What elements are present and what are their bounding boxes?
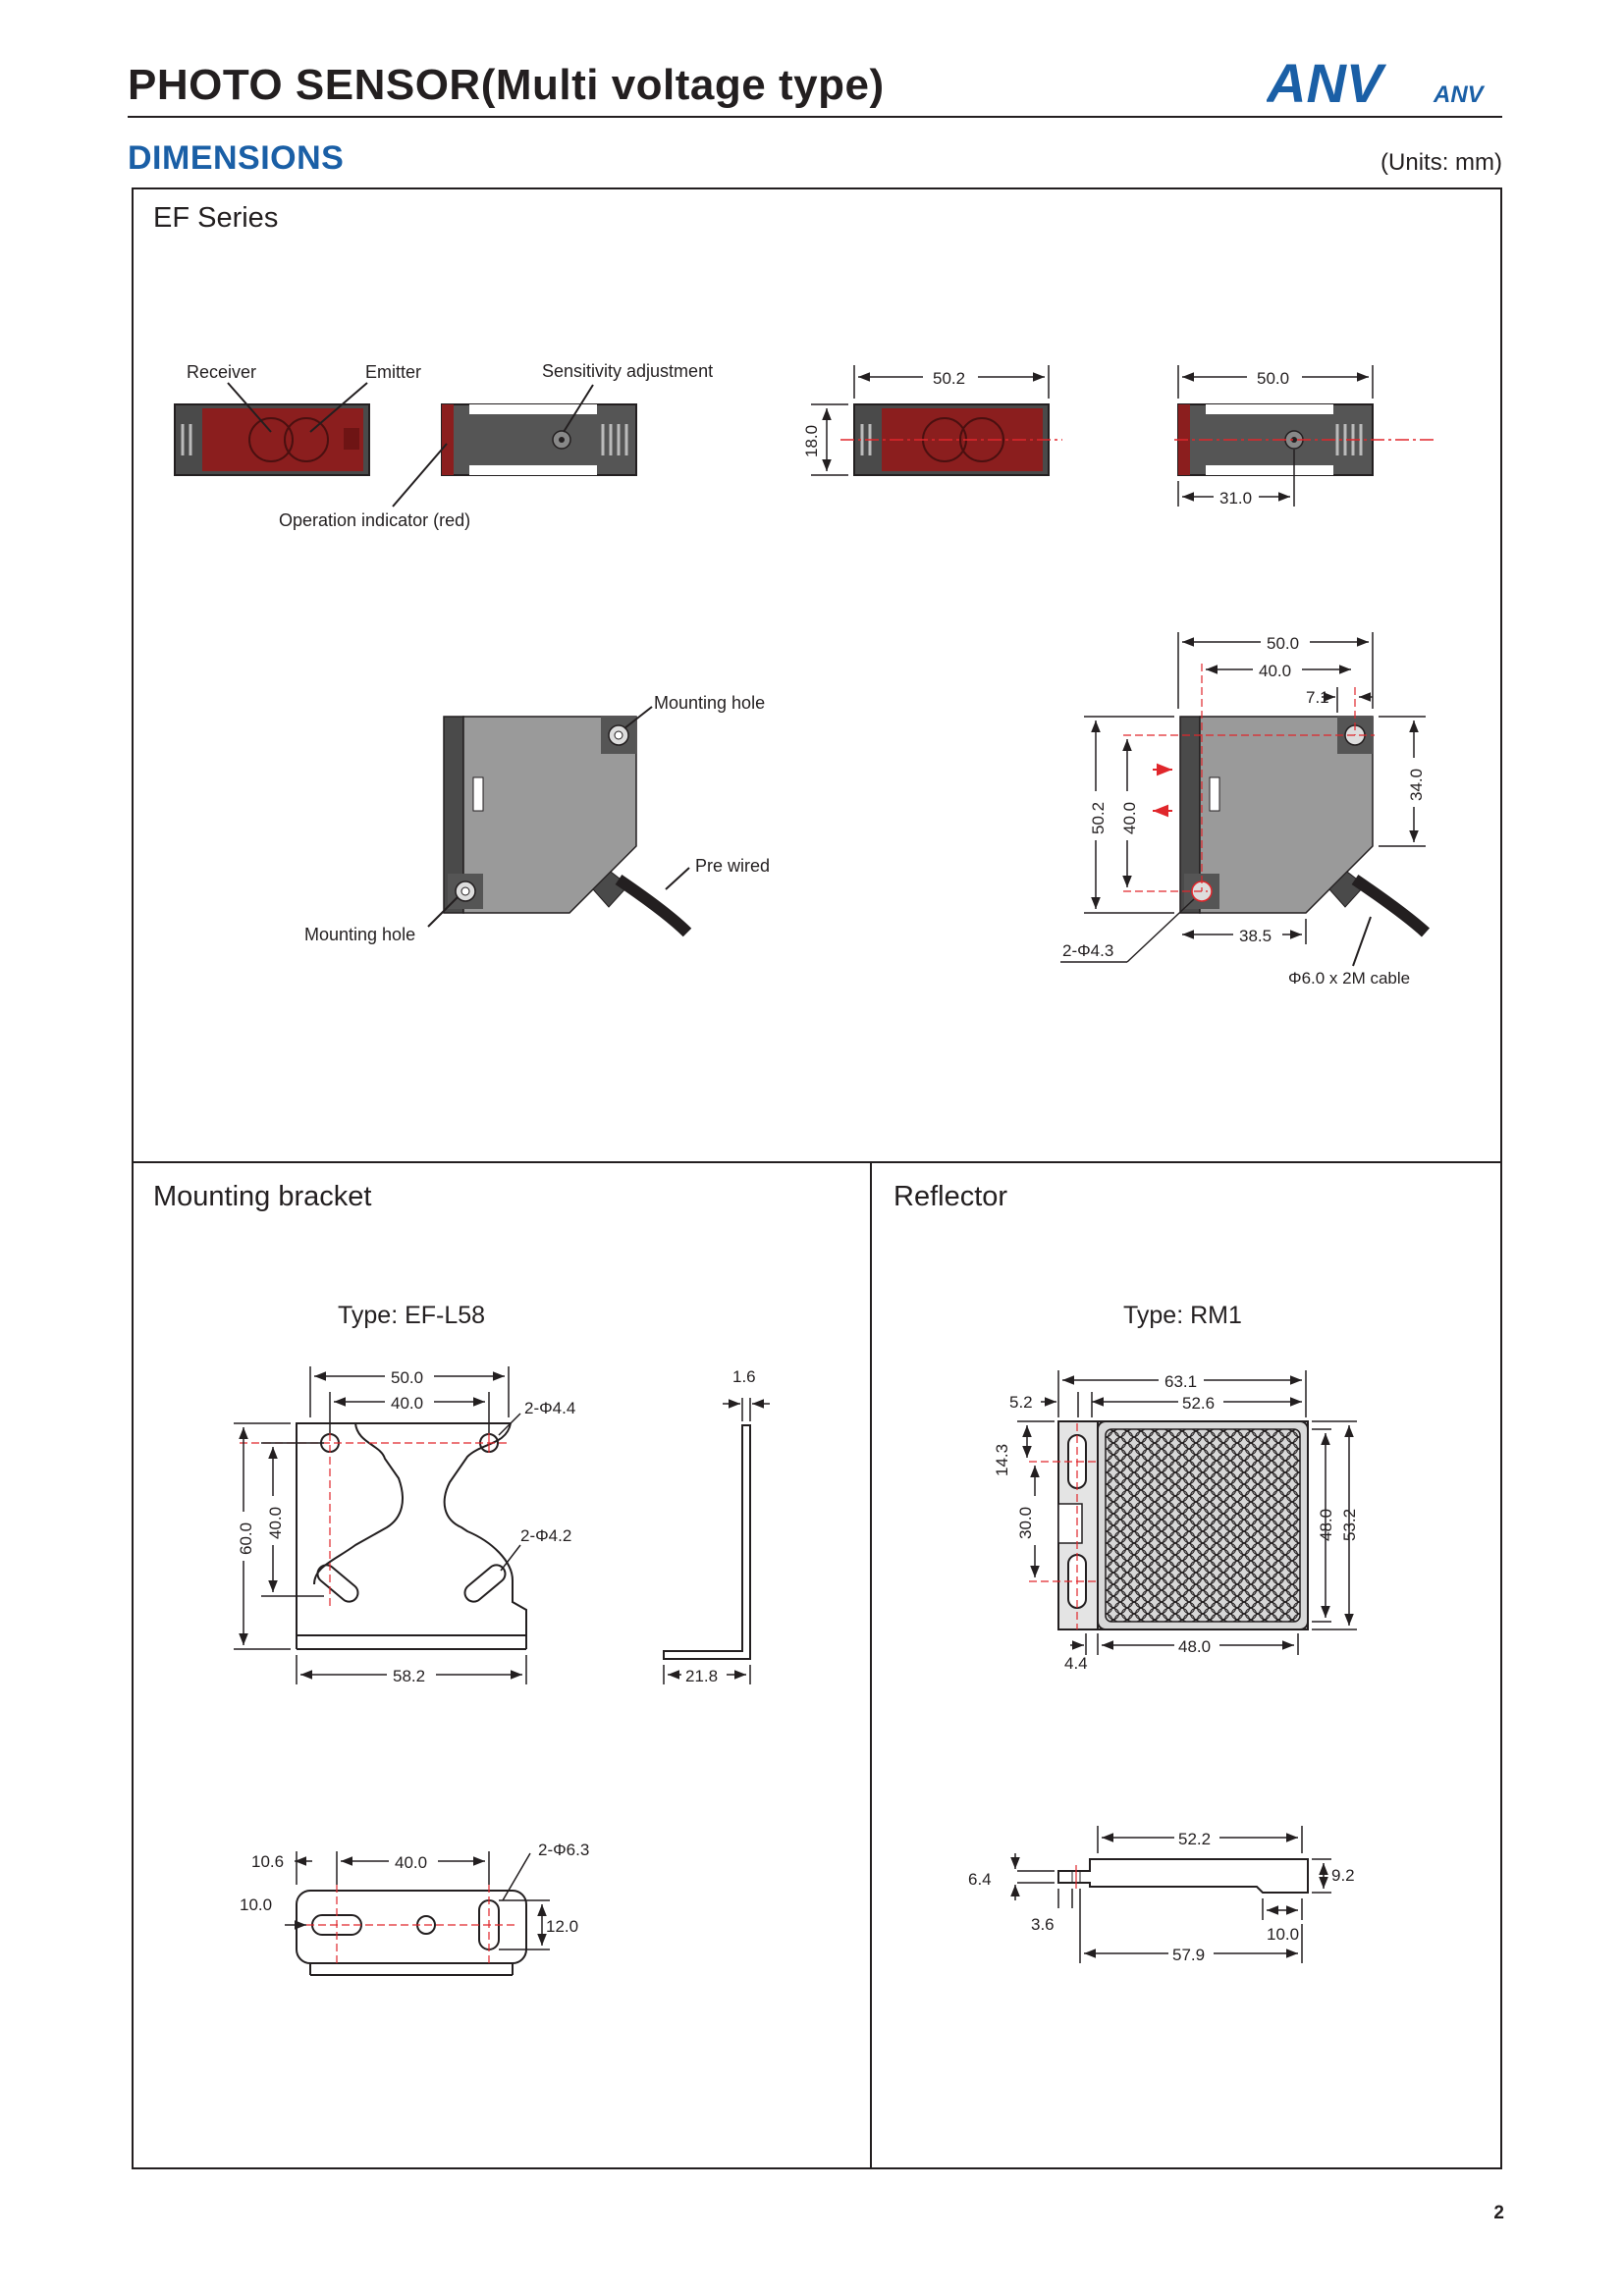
bracket-dim-slot-length: 12.0: [546, 1917, 579, 1936]
dim-side-width: 50.0: [1257, 369, 1290, 388]
mounting-hole-bottom-label: Mounting hole: [304, 925, 416, 944]
reflector-dim-side-total: 57.9: [1172, 1946, 1206, 1964]
reflector-dim-width: 63.1: [1164, 1372, 1198, 1391]
bracket-dim-base-width: 58.2: [393, 1667, 426, 1685]
ef-front-view: [175, 404, 369, 475]
bracket-dim-inner-height: 40.0: [266, 1506, 285, 1539]
receiver-label: Receiver: [187, 362, 257, 382]
bracket-front-view: [297, 1423, 526, 1649]
dim-front-height: 18.0: [802, 424, 821, 457]
reflector-dim-side-step: 3.6: [1031, 1915, 1055, 1934]
dim-lower-width: 38.5: [1239, 927, 1272, 945]
dim-body-width: 50.0: [1267, 634, 1300, 653]
bracket-hole-top-label: 2-Φ4.4: [524, 1399, 576, 1417]
reflector-dim-side-right: 10.0: [1267, 1925, 1300, 1944]
bracket-slot-label: 2-Φ4.2: [520, 1526, 572, 1545]
dim-body-height: 50.2: [1089, 801, 1108, 834]
pre-wired-label: Pre wired: [695, 856, 771, 876]
units-note: (Units: mm): [1380, 149, 1502, 176]
section-heading: DIMENSIONS: [128, 139, 345, 177]
bracket-dim-outer-width: 50.0: [391, 1368, 424, 1387]
dim-hole-pitch-y: 40.0: [1120, 801, 1139, 834]
page-number: 2: [1493, 2203, 1504, 2223]
reflector-type-label: Type: RM1: [1123, 1302, 1242, 1329]
sensitivity-label: Sensitivity adjustment: [542, 361, 714, 381]
reflector-front-view: [1058, 1421, 1308, 1629]
ef-side-view: [442, 404, 636, 475]
reflector-dim-inner-height: 48.0: [1317, 1508, 1335, 1541]
mounting-bracket-title: Mounting bracket: [153, 1181, 372, 1212]
dim-hole-pitch-x: 40.0: [1259, 662, 1292, 680]
bracket-dim-hole-pitch: 40.0: [391, 1394, 424, 1413]
dim-hole-offset: 7.1: [1306, 688, 1329, 707]
bracket-dim-left-offset: 10.6: [251, 1852, 285, 1871]
reflector-dim-slot-pitch: 30.0: [1016, 1506, 1035, 1539]
dim-side-offset: 31.0: [1219, 489, 1253, 507]
page-title: PHOTO SENSOR(Multi voltage type): [128, 61, 885, 109]
reflector-dim-inner-width: 52.6: [1182, 1394, 1216, 1413]
bracket-dim-depth: 21.8: [685, 1667, 719, 1685]
bracket-dim-base-height: 10.0: [240, 1896, 273, 1914]
reflector-side-view: [1058, 1859, 1308, 1893]
hole-spec-label: 2-Φ4.3: [1062, 941, 1114, 960]
reflector-dim-height: 53.2: [1340, 1508, 1359, 1541]
reflector-dim-side-thickness: 6.4: [968, 1870, 992, 1889]
reflector-dim-bottom-width: 48.0: [1178, 1637, 1212, 1656]
cable-spec-label: Φ6.0 x 2M cable: [1288, 969, 1411, 988]
bracket-bottom-view: [297, 1891, 526, 1975]
reflector-dim-slot-top: 14.3: [993, 1443, 1011, 1476]
ef-series-title: EF Series: [153, 202, 279, 234]
dim-upper-height: 34.0: [1407, 768, 1426, 801]
bracket-dim-thickness: 1.6: [732, 1367, 756, 1386]
mounting-hole-top-label: Mounting hole: [654, 693, 766, 713]
bracket-type-label: Type: EF-L58: [338, 1302, 486, 1329]
bracket-dim-height: 60.0: [237, 1522, 255, 1555]
emitter-label: Emitter: [365, 362, 422, 382]
svg-text:ANV: ANV: [1267, 57, 1383, 108]
reflector-dim-side-width: 52.2: [1178, 1830, 1212, 1848]
bracket-bottom-hole-label: 2-Φ6.3: [538, 1841, 590, 1859]
dim-front-width: 50.2: [933, 369, 966, 388]
ef-top-dim-view: [1180, 717, 1426, 933]
svg-text:ANV: ANV: [1434, 81, 1484, 108]
reflector-dim-side-height: 9.2: [1331, 1866, 1355, 1885]
reflector-dim-bottom-left: 4.4: [1064, 1654, 1088, 1673]
reflector-title: Reflector: [893, 1181, 1008, 1212]
bracket-dim-bottom-pitch: 40.0: [395, 1853, 428, 1872]
operation-indicator-label: Operation indicator (red): [279, 510, 471, 530]
bracket-side-view: [664, 1425, 750, 1659]
ef-top-view: [444, 717, 687, 933]
reflector-dim-left-offset: 5.2: [1009, 1393, 1033, 1412]
